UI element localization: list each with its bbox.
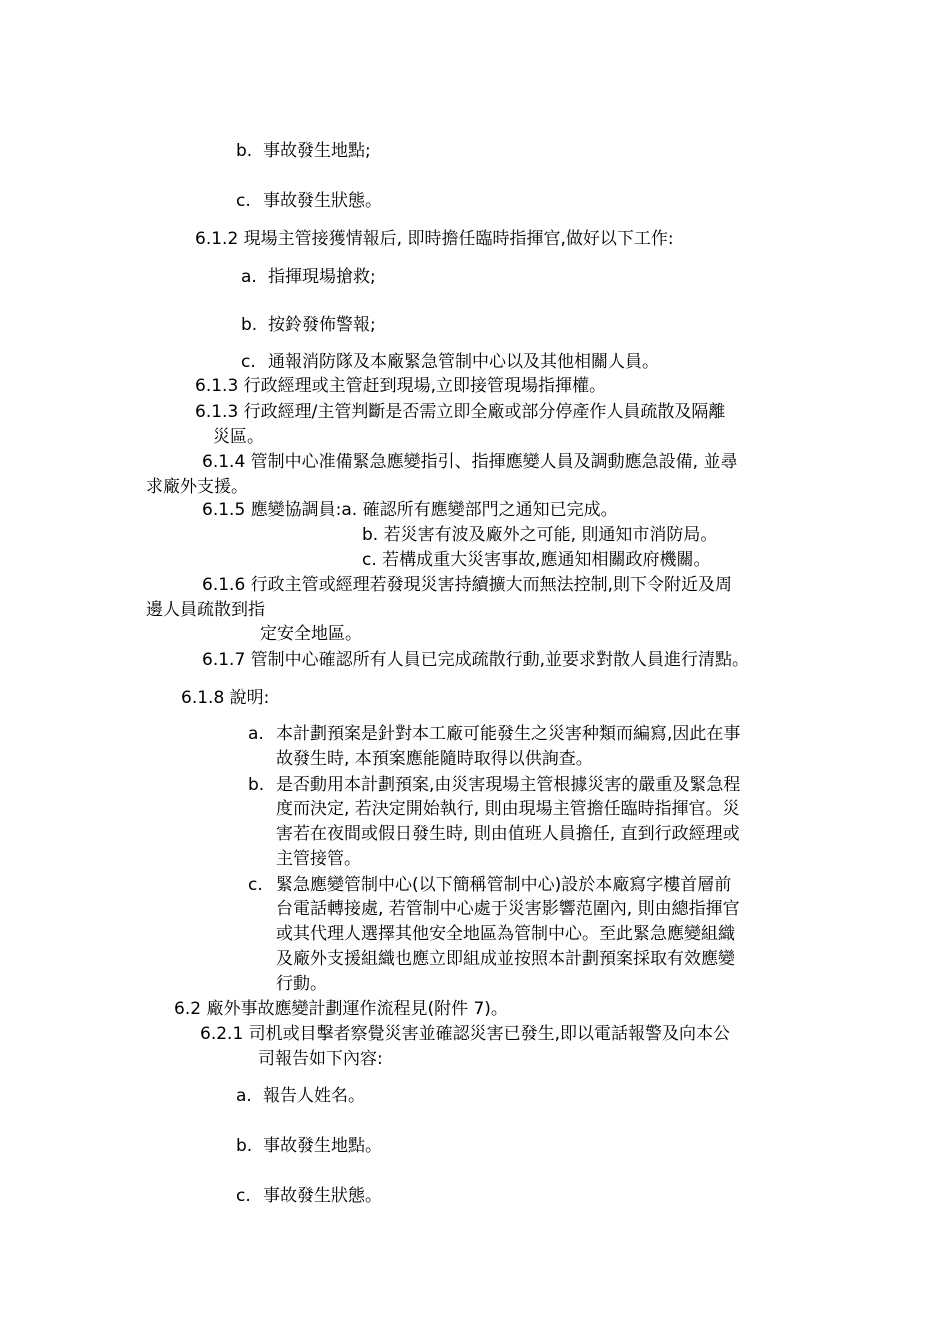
section-6-1-4-line1: 6.1.4 管制中心准備緊急應變指引、指揮應變人員及調動應急設備, 並尋: [202, 452, 738, 472]
section-6-1-3-line1: 6.1.3 行政經理/主管判斷是否需立即全廠或部分停產作人員疏散及隔離: [195, 402, 726, 422]
list-text: 事故發生狀態。: [263, 1186, 382, 1206]
section-6-1-3-first: 6.1.3 行政經理或主管赶到現場,立即接管現場指揮權。: [195, 376, 607, 396]
list-marker: c.: [236, 1186, 251, 1206]
list-text: 指揮現場搶救;: [268, 267, 376, 287]
list-text: 事故發生地點。: [263, 1136, 382, 1156]
list-marker: a.: [248, 724, 264, 744]
list-item: [236, 189, 382, 213]
section-6-1-5-line2: b. 若災害有波及廠外之可能, 則通知市消防局。: [362, 525, 718, 545]
list-text: 緊急應變管制中心(以下簡稱管制中心)設於本廠寫字樓首層前: [276, 875, 732, 895]
section-heading-6-2: 6.2 廠外事故應變計劃運作流程見(附件 7)。: [174, 999, 508, 1019]
list-text: 行動。: [276, 974, 327, 994]
section-6-1-3-line2: 災區。: [213, 427, 264, 447]
section-6-2-1-line2: 司報告如下內容:: [258, 1049, 383, 1069]
section-6-1-4-line2: 求廠外支援。: [146, 477, 248, 497]
list-text: 事故發生地點;: [263, 141, 371, 161]
list-text: 本計劃預案是針對本工廠可能發生之災害种類而編寫,因此在事: [276, 724, 741, 744]
section-heading-6-1-2: 6.1.2 現場主管接獲情報后, 即時擔任臨時指揮官,做好以下工作:: [195, 229, 674, 249]
list-text: 台電話轉接處, 若管制中心處于災害影響范圍內, 則由總指揮官: [276, 899, 740, 919]
list-marker: b.: [241, 315, 258, 335]
section-6-1-5-line1: 6.1.5 應變協調員:a. 確認所有應變部門之通知已完成。: [202, 500, 618, 520]
list-text: 主管接管。: [276, 849, 361, 869]
section-heading-6-1-8: 6.1.8 說明:: [181, 688, 270, 708]
list-item: [236, 139, 371, 163]
list-text: 按鈴發佈警報;: [268, 315, 376, 335]
section-6-2-1-line1: 6.2.1 司机或目擊者察覺災害並確認災害已發生,即以電話報警及向本公: [200, 1024, 731, 1044]
list-item: [241, 350, 659, 374]
list-text: 及廠外支援組織也應立即組成並按照本計劃預案採取有效應變: [276, 949, 735, 969]
list-marker: c.: [248, 875, 263, 895]
section-6-1-6-line3: 定安全地區。: [260, 624, 362, 644]
list-marker: c.: [241, 352, 256, 372]
list-item: [236, 1084, 365, 1108]
list-marker: b.: [236, 141, 253, 161]
list-text: 故發生時, 本預案應能隨時取得以供詢查。: [276, 749, 593, 769]
list-marker: b.: [248, 775, 265, 795]
list-item: [241, 265, 376, 289]
list-marker: a.: [236, 1086, 252, 1106]
list-text: 事故發生狀態。: [263, 191, 382, 211]
list-item: [241, 313, 376, 337]
list-text: 度而決定, 若決定開始執行, 則由現場主管擔任臨時指揮官。災: [276, 799, 740, 819]
list-marker: a.: [241, 267, 257, 287]
section-6-1-6-line2: 邊人員疏散到指: [146, 600, 265, 620]
list-text: 報告人姓名。: [263, 1086, 365, 1106]
list-text: 或其代理人選擇其他安全地區為管制中心。至此緊急應變組織: [276, 924, 735, 944]
list-marker: b.: [236, 1136, 253, 1156]
list-text: 通報消防隊及本廠緊急管制中心以及其他相關人員。: [268, 352, 659, 372]
list-item: [236, 1134, 382, 1158]
section-6-1-6-line1: 6.1.6 行政主管或經理若發現災害持續擴大而無法控制,則下令附近及周: [202, 575, 733, 595]
list-text: 是否動用本計劃預案,由災害現場主管根據災害的嚴重及緊急程: [276, 775, 741, 795]
section-6-1-7: 6.1.7 管制中心確認所有人員已完成疏散行動,並要求對散人員進行清點。: [202, 650, 750, 670]
list-text: 害若在夜間或假日發生時, 則由值班人員擔任, 直到行政經理或: [276, 824, 740, 844]
list-marker: c.: [236, 191, 251, 211]
section-6-1-5-line3: c. 若構成重大災害事故,應通知相關政府機關。: [362, 550, 711, 570]
list-item: [236, 1184, 382, 1208]
